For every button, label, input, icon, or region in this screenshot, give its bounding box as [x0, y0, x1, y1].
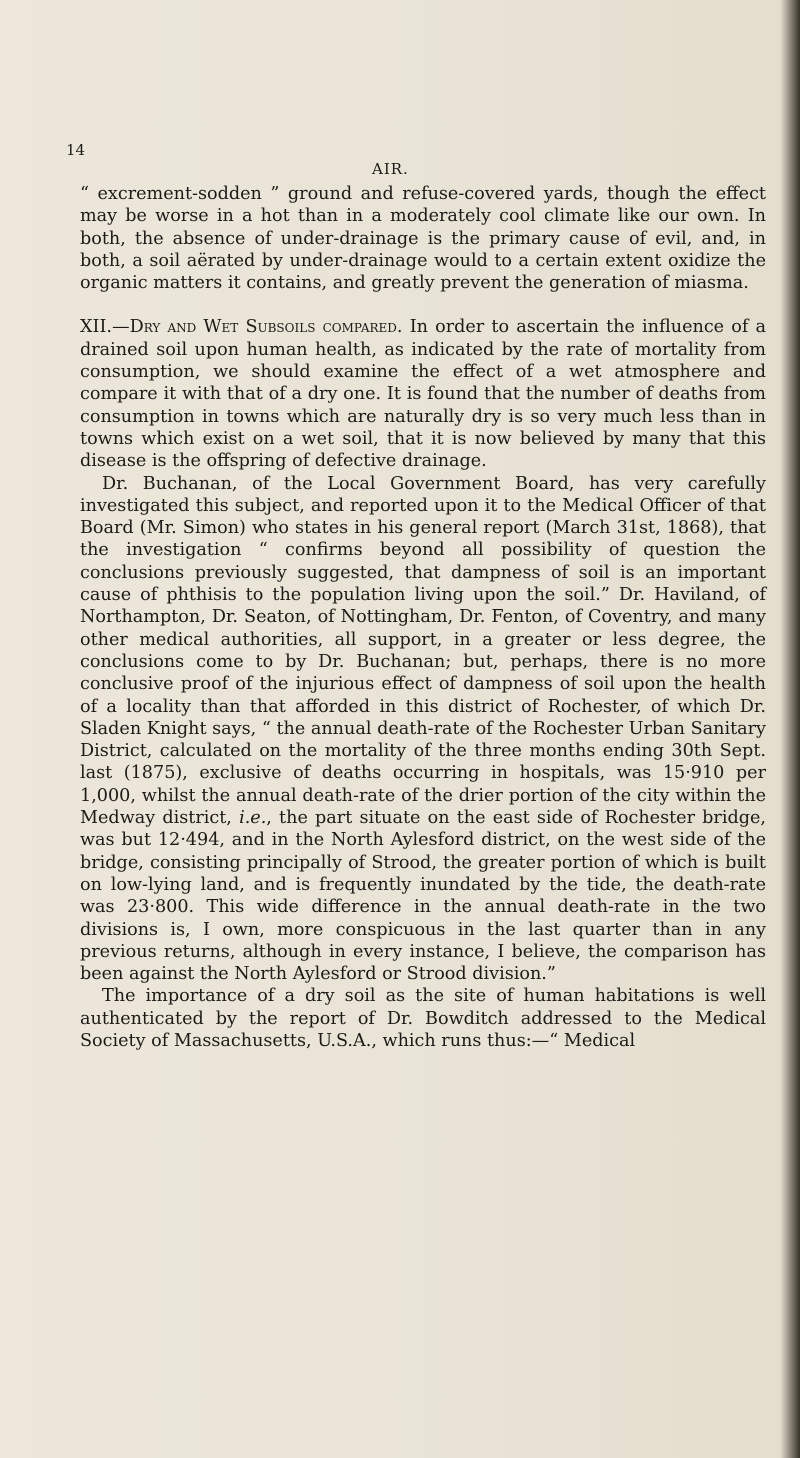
body-text: [80, 183, 766, 1052]
paragraph-buchanan-part-b: , the part situate on the east side of Rochester bridge, was but 12·494, and in the North Aylesford district, on the west side of the bridge, consisting principally of Strood, the greater portion of which is built on low-lying land, and is frequently inundated by the tide, the death-rate was 23·800. This wide difference in the annual death-rate in the two divisions is, I own, more conspicuous in the last quarter than in any previous returns, although in every instance, I believe, the comparison has been against the North Aylesford or Strood division.”: [80, 808, 767, 985]
running-title: AIR.: [372, 160, 409, 178]
paragraph-buchanan: [80, 473, 766, 986]
page-number: 14: [66, 141, 86, 159]
page-edge-shadow: [780, 0, 800, 1458]
paragraph-section-xii: [80, 316, 766, 472]
paragraph-buchanan-part-a: Dr. Buchanan, of the Local Government Board, has very carefully investigated this subject, and reported upon it to the Medical Officer of that Board (Mr. Simon) who states in his general report (March 31st, 1868), that the investigation “ confirms beyond all possibility of question the conclusions previously suggested, that dampness of soil is an important cause of phthisis to the population living upon the soil.” Dr. Haviland, of Northampton, Dr. Seaton, of Nottingham, Dr. Fenton, of Coventry, and many other medical authorities, all support, in a greater or less degree, the conclusions come to by Dr. Buchanan; but, perhaps, there is no more conclusive proof of the injurious effect of dampness of soil upon the health of a locality than that afforded in this district of Rochester, of which Dr. Sladen Knight says, “ the annual death-rate of the Rochester Urban Sanitary District, calculated on the mortality of the three months ending 30th Sept. last (1875), exclusive of deaths occurring in hospitals, was 15·910 per 1,000, whilst the annual death-rate of the drier portion of the city within the Medway district,: [80, 473, 766, 829]
section-number: XII.—: [80, 317, 130, 338]
paragraph-excrement-sodden: “ excrement-sodden ” ground and refuse-covered yards, though the effect may be worse in a hot than in a moderately cool climate like our own. In both, the absence of under-drainage is the primary cause of evil, and, in both, a soil aërated by under-drainage would to a certain extent oxidize the organic matters it contains, and greatly prevent the generation of miasma.: [80, 184, 766, 294]
paragraph-buchanan-ie: i.e.: [239, 808, 267, 829]
section-heading: Dry and Wet Subsoils compared.: [129, 317, 403, 338]
section-text: In order to ascertain the influence of a drained soil upon human health, as indicated by the rate of mortality from consumption, we should examine the effect of a wet atmosphere and compare it with that of a dry one. It is found that the number of deaths from consumption in towns which are naturally dry is so very much less than in towns which exist on a wet soil, that it is now believed by many that this disease is the offspring of defective drainage.: [80, 317, 767, 472]
paragraph-bowditch: The importance of a dry soil as the site of human habitations is well authenticated by the report of Dr. Bowditch addressed to the Medical Society of Massachusetts, U.S.A., which runs thus:—“ Medical: [80, 986, 766, 1051]
